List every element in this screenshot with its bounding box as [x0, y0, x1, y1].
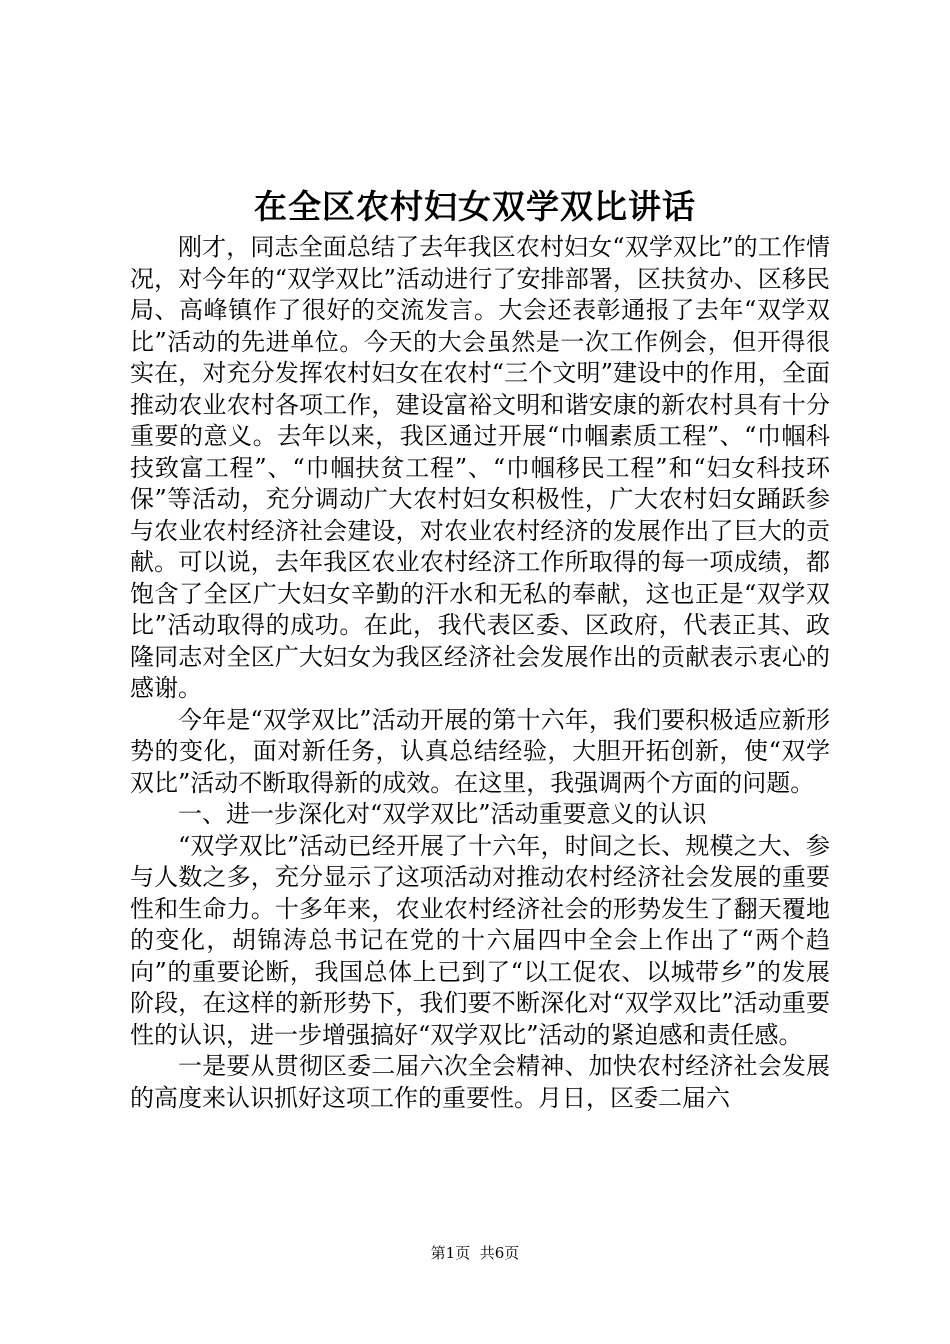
paragraph-point-one: 一是要从贯彻区委二届六次全会精神、加快农村经济社会发展的高度来认识抓好这项工作的重要性。月日，区委二届六 [130, 1052, 830, 1112]
paragraph-this-year: 今年是“双学双比”活动开展的第十六年，我们要积极适应新形势的变化，面对新任务，认真总结经验，大胆开拓创新，使“双学双比”活动不断取得新的成效。在这里，我强调两个方面的问题。 [130, 705, 830, 797]
document-title: 在全区农村妇女双学双比讲话 [254, 187, 696, 226]
paragraph-intro: 刚才，同志全面总结了去年我区农村妇女“双学双比”的工作情况，对今年的“双学双比”活动进行了安排部署，区扶贫办、区移民局、高峰镇作了很好的交流发言。大会还表彰通报了去年“双学双比”活动的先进单位。今天的大会虽然是一次工作例会，但开得很实在，对充分发挥农村妇女在农村“三个文明”建设中的作用，全面推动农业农村各项工作，建设富裕文明和谐安康的新农村具有十分重要的意义。去年以来，我区通过开展“巾帼素质工程”、“巾帼科技致富工程”、“巾帼扶贫工程”、“巾帼移民工程”和“妇女科技环保”等活动，充分调动广大农村妇女积极性，广大农村妇女踊跃参与农业农村经济社会建设，对农业农村经济的发展作出了巨大的贡献。可以说，去年我区农业农村经济工作所取得的每一项成绩，都饱含了全区广大妇女辛勤的汗水和无私的奉献，这也正是“双学双比”活动取得的成功。在此，我代表区委、区政府，代表正其、政隆同志对全区广大妇女为我区经济社会发展作出的贡献表示衷心的感谢。 [130, 233, 830, 702]
section-heading-1: 一、进一步深化对“双学双比”活动重要意义的认识 [178, 800, 707, 828]
paragraph-significance: “双学双比”活动已经开展了十六年，时间之长、规模之大、参与人数之多，充分显示了这项活动对推动农村经济社会发展的重要性和生命力。十多年来，农业农村经济社会的形势发生了翻天覆地的变化，胡锦涛总书记在党的十六届四中全会上作出了“两个趋向”的重要论断，我国总体上已到了“以工促农、以城带乡”的发展阶段，在这样的新形势下，我们要不断深化对“双学双比”活动重要性的认识，进一步增强搞好“双学双比”活动的紧迫感和责任感。 [130, 831, 830, 1049]
page-footer [0, 1243, 950, 1263]
page-number: 第1页 [430, 1244, 471, 1262]
page-total: 共6页 [479, 1244, 520, 1262]
document-body [130, 232, 830, 1114]
